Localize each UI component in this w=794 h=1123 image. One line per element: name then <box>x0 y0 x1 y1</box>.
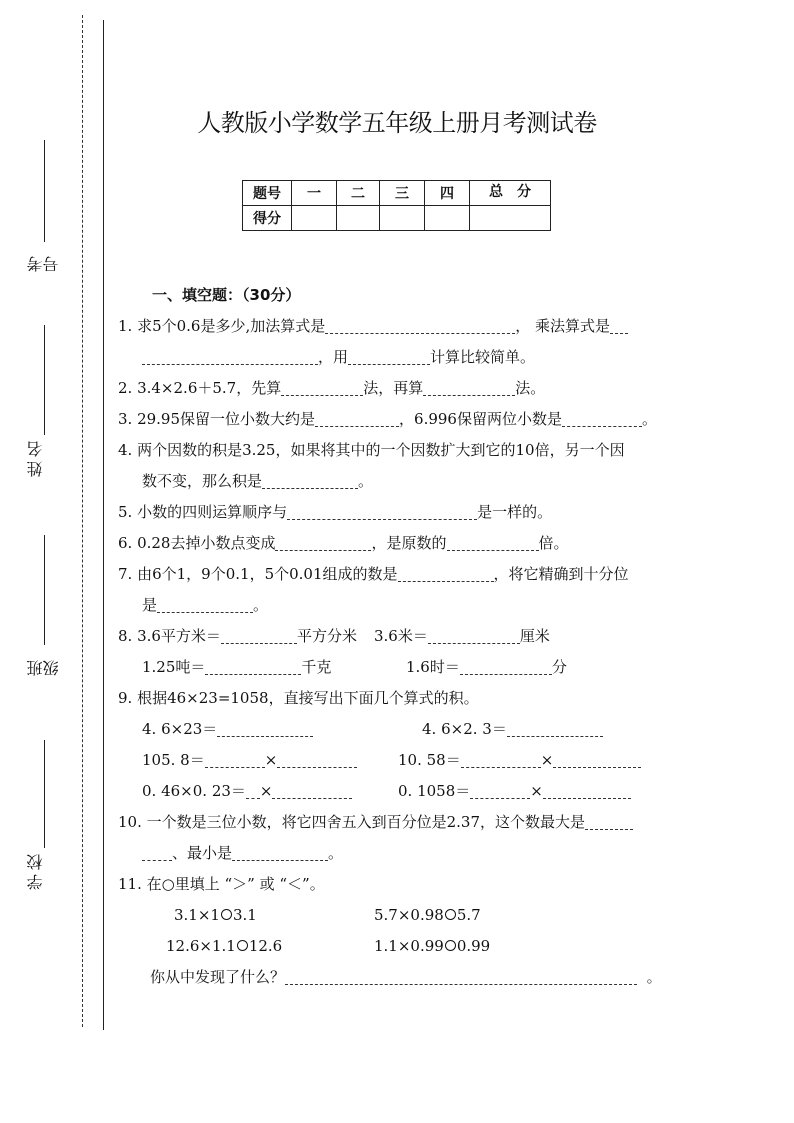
compare-circle[interactable] <box>445 940 456 951</box>
q11-text: 0.99 <box>456 937 491 955</box>
score-table <box>242 180 551 231</box>
q7-blank-1[interactable] <box>398 563 494 582</box>
q11-text: 3.1 <box>232 906 257 924</box>
class-field <box>26 535 61 685</box>
q1-text: ，用 <box>318 348 349 366</box>
question-11 <box>118 869 678 900</box>
q7-blank-2[interactable] <box>157 594 253 613</box>
q9-text: × <box>530 782 543 800</box>
q8-text: 分 <box>551 658 567 676</box>
q3-blank-2[interactable] <box>562 408 642 427</box>
q7-text: 。 <box>253 596 269 614</box>
question-1-cont <box>118 342 678 373</box>
q9-text: 9. 根据46×23=1058，直接写出下面几个算式的积。 <box>118 689 479 707</box>
q8-text: 平方分米 <box>296 627 357 645</box>
q6-blank-2[interactable] <box>447 532 539 551</box>
score-header-cell: 总 分 <box>470 181 551 206</box>
q3-text: ，6.996保留两位小数是 <box>399 410 562 428</box>
q9-text: × <box>540 751 554 769</box>
q5-blank[interactable] <box>287 501 477 520</box>
score-cell[interactable] <box>470 206 551 231</box>
question-1 <box>118 311 678 342</box>
score-header-cell: 二 <box>337 181 380 206</box>
questions <box>118 280 678 993</box>
score-header-cell: 题号 <box>243 181 292 206</box>
score-header-row <box>243 181 551 206</box>
score-cell[interactable] <box>425 206 470 231</box>
question-4-cont <box>118 466 678 497</box>
exam-no-label: 考号 <box>26 252 61 272</box>
score-value-row <box>243 206 551 231</box>
q11-text: 12.6×1.1 <box>166 937 236 955</box>
compare-circle[interactable] <box>237 940 248 951</box>
q9-text: 0. 46×0. 23＝ <box>142 782 246 800</box>
compare-circle[interactable] <box>445 909 456 920</box>
q2-text: 2. 3.4×2.6＋5.7，先算 <box>118 379 282 397</box>
q11-text: 5.7×0.98 <box>374 906 444 924</box>
name-field <box>28 325 56 485</box>
q1-text: 1. 求5个0.6是多少,加法算式是 <box>118 317 326 335</box>
question-6 <box>118 528 678 559</box>
score-cell[interactable] <box>292 206 337 231</box>
q2-blank-1[interactable] <box>281 377 363 396</box>
question-7 <box>118 559 678 590</box>
score-header-cell: 三 <box>380 181 425 206</box>
q11-text: 12.6 <box>248 937 283 955</box>
q6-text: 倍。 <box>538 534 569 552</box>
q9-blank[interactable] <box>470 780 530 799</box>
q9-text: 4. 6×23＝ <box>142 720 218 738</box>
q4-text: 4. 两个因数的积是3.25，如果将其中的一个因数扩大到它的10倍，另一个因 <box>118 441 625 459</box>
exam-no-blank[interactable] <box>44 140 45 242</box>
school-label: 学校 <box>26 850 45 890</box>
q9-blank[interactable] <box>553 749 641 768</box>
question-9-row2 <box>118 745 678 776</box>
score-row-label: 得分 <box>243 206 292 231</box>
question-10-cont <box>118 838 678 869</box>
q6-blank-1[interactable] <box>275 532 371 551</box>
name-label: 姓名 <box>26 437 45 477</box>
q9-blank[interactable] <box>507 718 603 737</box>
q7-text: 7. 由6个1，9个0.1，5个0.01组成的数是 <box>118 565 398 583</box>
question-10 <box>118 807 678 838</box>
q10-blank-2[interactable] <box>232 842 328 861</box>
class-blank[interactable] <box>44 535 45 645</box>
exam-no-field <box>26 140 61 280</box>
q6-text: 6. 0.28去掉小数点变成 <box>118 534 276 552</box>
question-11-discovery <box>118 962 678 993</box>
q10-blank-1-cont[interactable] <box>142 842 172 861</box>
binding-dashed-line <box>82 15 83 1027</box>
score-header-cell: 四 <box>425 181 470 206</box>
question-5 <box>118 497 678 528</box>
q9-blank[interactable] <box>277 749 357 768</box>
q5-text: 是一样的。 <box>477 503 553 521</box>
q6-text: ，是原数的 <box>371 534 447 552</box>
question-9-row3 <box>118 776 678 807</box>
q4-text: 数不变，那么积是 <box>142 472 263 490</box>
q1-blank-mul-cont[interactable] <box>142 346 318 365</box>
q2-text: 法，再算 <box>363 379 424 397</box>
q9-blank[interactable] <box>272 780 352 799</box>
q2-text: 法。 <box>515 379 546 397</box>
q11-text: 5.7 <box>456 906 481 924</box>
q7-text: 是 <box>142 596 158 614</box>
q1-blank-method[interactable] <box>348 346 430 365</box>
q8-text: 千克 <box>301 658 332 676</box>
name-blank[interactable] <box>44 325 45 435</box>
q11-text: 11. 在○里填上 “＞” 或 “＜”。 <box>118 875 325 893</box>
q11-blank[interactable] <box>285 966 637 985</box>
q1-text: ， 乘法算式是 <box>515 317 611 335</box>
q9-text: 105. 8＝ <box>142 751 205 769</box>
q10-text: 。 <box>328 844 344 862</box>
q2-blank-2[interactable] <box>423 377 515 396</box>
question-11-row2 <box>118 931 678 962</box>
q10-blank-1[interactable] <box>585 811 633 830</box>
compare-circle[interactable] <box>221 909 232 920</box>
question-7-cont <box>118 590 678 621</box>
q9-blank[interactable] <box>205 749 265 768</box>
q10-text: 10. 一个数是三位小数，将它四舍五入到百分位是2.37，这个数最大是 <box>118 813 586 831</box>
q11-text: 。 <box>646 968 662 986</box>
page-title: 人教版小学数学五年级上册月考测试卷 <box>197 109 597 137</box>
question-3 <box>118 404 678 435</box>
q4-text: 。 <box>358 472 374 490</box>
q8-blank-4[interactable] <box>460 656 552 675</box>
q7-text: ，将它精确到十分位 <box>493 565 629 583</box>
binding-solid-line <box>103 20 104 1030</box>
q1-blank-mul[interactable] <box>610 315 628 334</box>
q8-text: 1.25吨＝ <box>142 658 206 676</box>
q8-text: 3.6米＝ <box>374 627 428 645</box>
q8-text: 厘米 <box>519 627 550 645</box>
q4-blank[interactable] <box>262 470 358 489</box>
q9-blank[interactable] <box>246 780 260 799</box>
q11-text: 1.1×0.99 <box>374 937 444 955</box>
q8-text: 1.6时＝ <box>406 658 460 676</box>
q9-text: × <box>259 782 273 800</box>
q3-text: 3. 29.95保留一位小数大约是 <box>118 410 316 428</box>
q9-blank[interactable] <box>543 780 631 799</box>
q11-text: 3.1×1 <box>174 906 220 924</box>
q1-text: 计算比较简单。 <box>430 348 536 366</box>
q11-text: 你从中发现了什么？ <box>150 968 286 986</box>
q9-blank[interactable] <box>217 718 313 737</box>
score-header-cell: 一 <box>292 181 337 206</box>
q9-text: 0. 1058＝ <box>398 782 471 800</box>
q9-text: × <box>264 751 278 769</box>
q8-blank-2[interactable] <box>428 625 520 644</box>
q3-text: 。 <box>641 410 657 428</box>
question-11-row1 <box>118 900 678 931</box>
question-9-row1 <box>118 714 678 745</box>
question-4 <box>118 435 678 466</box>
q3-blank-1[interactable] <box>315 408 399 427</box>
q8-blank-3[interactable] <box>205 656 301 675</box>
q9-blank[interactable] <box>461 749 541 768</box>
q8-text: 8. 3.6平方米＝ <box>118 627 221 645</box>
q8-blank-1[interactable] <box>221 625 297 644</box>
question-8 <box>118 621 678 652</box>
question-9 <box>118 683 678 714</box>
q9-text: 10. 58＝ <box>398 751 461 769</box>
school-field <box>28 740 56 890</box>
question-2 <box>118 373 678 404</box>
q5-text: 5. 小数的四则运算顺序与 <box>118 503 288 521</box>
question-8-cont <box>118 652 678 683</box>
q10-text: 、最小是 <box>172 844 233 862</box>
q9-text: 4. 6×2. 3＝ <box>422 720 507 738</box>
school-blank[interactable] <box>44 740 45 848</box>
score-cell[interactable] <box>337 206 380 231</box>
score-cell[interactable] <box>380 206 425 231</box>
class-label: 班级 <box>26 656 61 676</box>
section-heading: 一、填空题：（30分） <box>152 286 301 304</box>
q1-blank-add[interactable] <box>325 315 515 334</box>
